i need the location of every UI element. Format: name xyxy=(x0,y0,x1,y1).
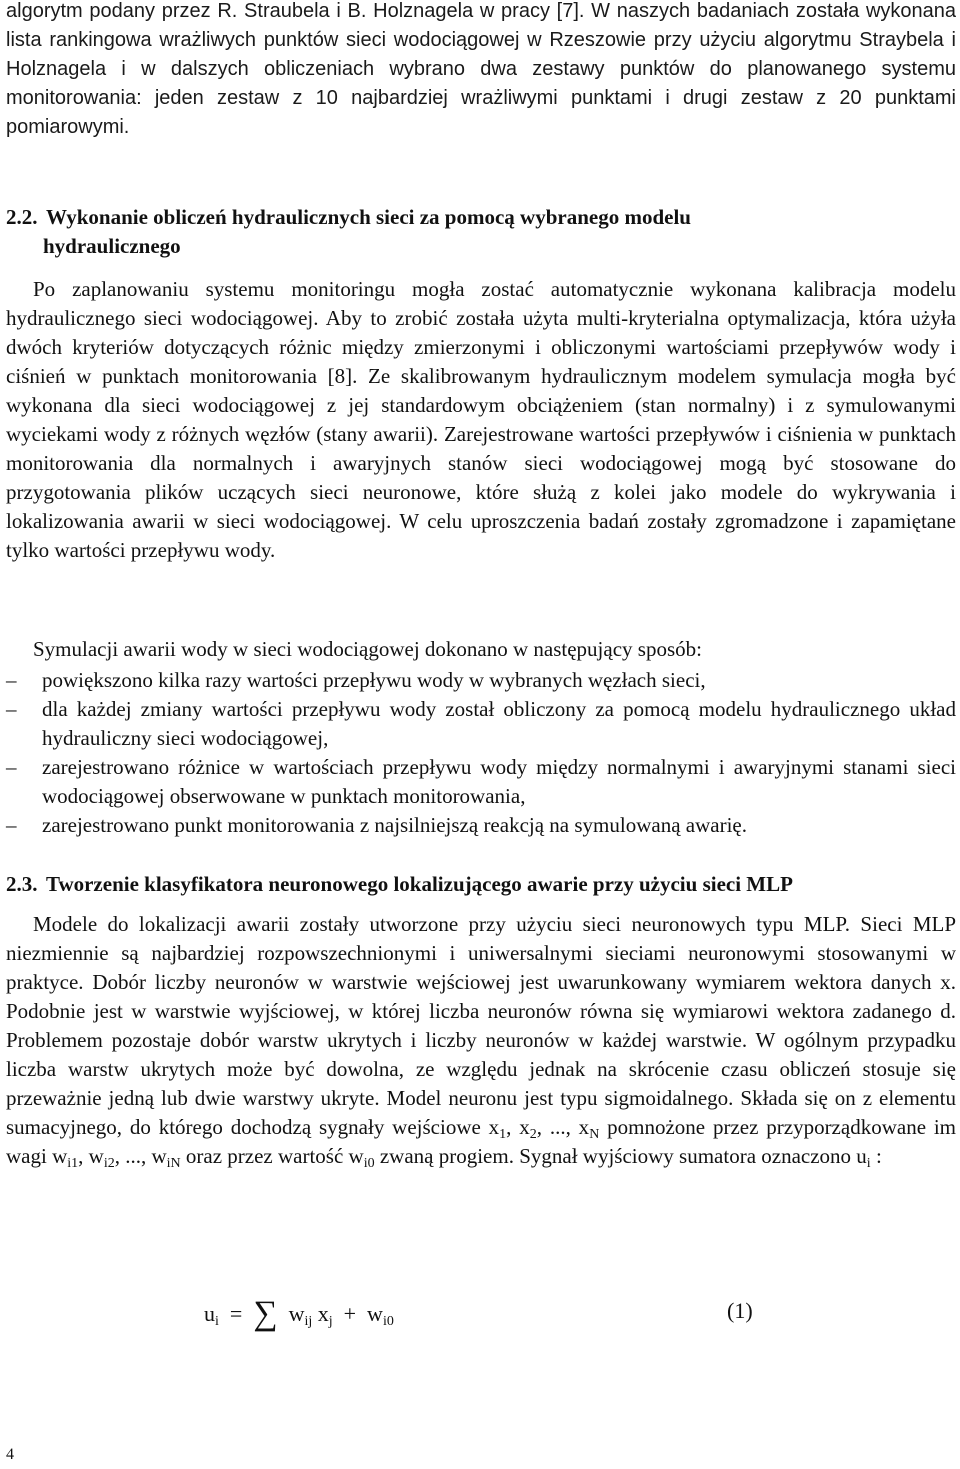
eq-subscript: i xyxy=(215,1314,219,1329)
subscript: 1 xyxy=(499,1127,507,1142)
subscript: i0 xyxy=(363,1156,375,1171)
list-item xyxy=(6,811,956,840)
list-item xyxy=(6,753,956,811)
eq-subscript: j xyxy=(328,1314,333,1329)
eq-symbol-x: x xyxy=(317,1301,329,1326)
paragraph-text: , ..., x xyxy=(536,1115,590,1139)
subscript: i1 xyxy=(67,1156,79,1171)
subscript: i xyxy=(866,1156,871,1171)
list-item-text: zarejestrowano punkt monitorowania z najsilniejszą reakcją na symulowaną awarię. xyxy=(42,813,747,837)
list-item-text: dla każdej zmiany wartości przepływu wody został obliczony za pomocą modelu hydraulicznego układ hydrauliczny sieci wodociągowej, xyxy=(42,697,956,750)
section-2-2-title-line1: Wykonanie obliczeń hydraulicznych sieci za pomocą wybranego modelu xyxy=(46,205,691,229)
subscript: N xyxy=(589,1127,600,1142)
section-2-2-paragraph-2: Symulacji awarii wody w sieci wodociągowej dokonano w następujący sposób: xyxy=(33,637,702,661)
section-2-2-paragraph-1: Po zaplanowaniu systemu monitoringu mogła zostać automatycznie wykonana kalibracja modelu hydraulicznego sieci wodociągowej. Aby to zrobić została użyta multi-kryterialna optymalizacja, która użyła dwóch kryteriów dotyczących różnic między zmierzonymi i obliczonymi wartościami przepływów wody i ciśnień w punktach monitorowania [8]. Ze skalibrowanym hydraulicznym modelem symulacja mogła być wykonana dla sieci wodociągowej z jej standardowym obciążeniem (stan normalny) i z symulowanymi wyciekami wody z różnych węzłów (stany awarii). Zarejestrowane wartości przepływów i ciśnienia w punktach monitorowania dla normalnych i awaryjnych stanów sieci wodociągowej mogą być stosowane do przygotowania plików uczących sieci neuronowe, które służą z kolei jako modele do wykrywania i lokalizowania awarii w sieci wodociągowej. W celu uproszczenia badań zostały zgromadzone i zapamiętane tylko wartości przepływu wody. xyxy=(6,277,956,562)
paragraph-text: Modele do lokalizacji awarii zostały utworzone przy użyciu sieci neuronowych typu MLP. Sieci MLP niezmiennie są najbardziej rozpowszechnionymi i uniwersalnymi sieciami neuronowymi stosowanymi w praktyce. Dobór liczby neuronów w warstwie wejściowej jest uwarunkowany wymiarem wektora danych x. Podobnie jest w warstwie wyjściowej, w której liczba neuronów równa się wymiarowi wektora zadanego d. Problemem pozostaje dobór warstw ukrytych i liczby neuronów w każdej warstwie. W ogólnym przypadku liczba warstw ukrytych może być dowolna, ze względu jednak na skrócenie czasu obliczeń stosuje się przeważnie jedną lub dwie warstwy ukryte. Model neuronu jest typu sigmoidalnego. Składa się on z elementu sumacyjnego, do którego dochodzą sygnały wejściowe x xyxy=(6,912,956,1139)
paragraph-text: : xyxy=(870,1144,882,1168)
sum-symbol: ∑ xyxy=(253,1295,278,1332)
section-2-3-number: 2.3. xyxy=(6,872,38,896)
subscript: iN xyxy=(166,1156,181,1171)
eq-plus: + xyxy=(343,1301,357,1326)
intro-line1: algorytm podany przez R. Straubela i B. Holznagela w pracy [7]. W naszych badaniach xyxy=(6,0,790,22)
intro-paragraph xyxy=(6,0,956,142)
intro-rest: została wykonana lista rankingowa wrażliwych punktów sieci wodociągowej w Rzeszowie przy użyciu algorytmu Straybela i Holznagela i w dalszych obliczeniach wybrano dwa zestawy punktów do planowanego systemu monitorowania: jeden zestaw z 10 najbardziej wrażliwymi punktami i drugi zestaw z 20 punktami pomiarowymi. xyxy=(6,0,957,138)
page-number: 4 xyxy=(6,1446,14,1463)
subscript: 2 xyxy=(529,1127,537,1142)
dash-bullet: – xyxy=(6,697,17,721)
dash-bullet: – xyxy=(6,755,17,779)
list-item xyxy=(6,695,956,753)
eq-symbol-u: u xyxy=(204,1301,215,1326)
eq-equals: = xyxy=(229,1301,243,1326)
subscript: i2 xyxy=(103,1156,115,1171)
simulation-steps-list xyxy=(6,666,956,840)
dash-bullet: – xyxy=(6,813,17,837)
section-2-3-title: Tworzenie klasyfikatora neuronowego lokalizującego awarie przy użyciu sieci MLP xyxy=(46,872,793,896)
equation-1 xyxy=(204,1296,764,1336)
list-item-text: zarejestrowano różnice w wartościach przepływu wody między normalnymi i awaryjnymi stanami sieci wodociągowej obserwowane w punktach monitorowania, xyxy=(42,755,956,808)
eq-subscript: ij xyxy=(304,1314,313,1329)
list-item-text: powiększono kilka razy wartości przepływu wody w wybranych węzłach sieci, xyxy=(42,668,706,692)
eq-symbol-w: w xyxy=(288,1301,305,1326)
paragraph-text: , x xyxy=(506,1115,530,1139)
dash-bullet: – xyxy=(6,668,17,692)
eq-symbol-w: w xyxy=(367,1301,383,1326)
paragraph-text: pomnożone przez przyporządkowane im wagi w xyxy=(6,1115,957,1168)
paragraph-text: oraz przez wartość w xyxy=(180,1144,364,1168)
section-2-2-heading xyxy=(6,203,956,261)
eq-subscript: i0 xyxy=(382,1314,394,1329)
section-2-2-number: 2.2. xyxy=(6,205,38,229)
equation-number: (1) xyxy=(727,1298,753,1323)
list-item xyxy=(6,666,956,695)
paragraph-text: , w xyxy=(78,1144,104,1168)
section-2-2-title-line2: hydraulicznego xyxy=(43,234,181,258)
section-2-3-heading xyxy=(6,870,956,899)
section-2-3-paragraph xyxy=(6,910,956,1171)
paragraph-text: , ..., w xyxy=(114,1144,167,1168)
paragraph-text: zwaną progiem. Sygnał wyjściowy sumatora oznaczono u xyxy=(374,1144,867,1168)
